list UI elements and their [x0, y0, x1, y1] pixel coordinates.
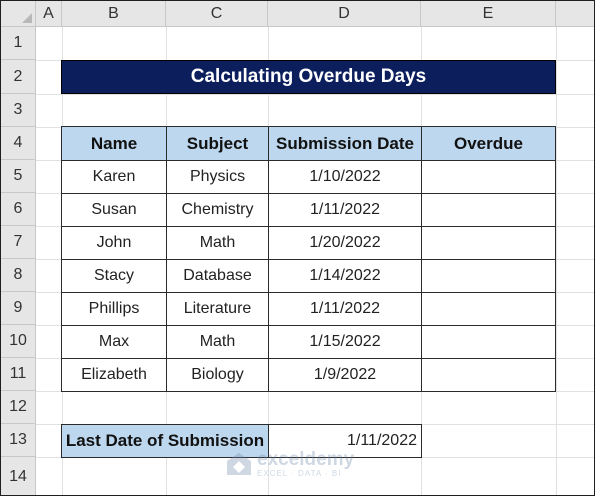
table-cell-overdue[interactable]: [421, 193, 556, 227]
column-header-a[interactable]: A: [36, 1, 62, 27]
table-cell-name[interactable]: Phillips: [61, 292, 167, 326]
exceldemy-watermark: [225, 450, 354, 479]
column-header-c[interactable]: C: [166, 1, 268, 27]
row-header-10[interactable]: 10: [1, 325, 36, 358]
row-header-5[interactable]: 5: [1, 160, 36, 193]
table-cell-name[interactable]: John: [61, 226, 167, 260]
row-header-8[interactable]: 8: [1, 259, 36, 292]
table-header-subject[interactable]: Subject: [166, 126, 269, 161]
table-cell-name[interactable]: Max: [61, 325, 167, 359]
row-header-9[interactable]: 9: [1, 292, 36, 325]
row-header-1[interactable]: 1: [1, 27, 36, 60]
table-cell-overdue[interactable]: [421, 358, 556, 392]
gridline: [36, 94, 595, 95]
table-cell-overdue[interactable]: [421, 325, 556, 359]
table-cell-subject[interactable]: Biology: [166, 358, 269, 392]
table-cell-overdue[interactable]: [421, 160, 556, 194]
table-cell-name[interactable]: Susan: [61, 193, 167, 227]
table-header-name[interactable]: Name: [61, 126, 167, 161]
table-cell-submission-date[interactable]: 1/10/2022: [268, 160, 422, 194]
table-cell-submission-date[interactable]: 1/9/2022: [268, 358, 422, 392]
table-header-overdue[interactable]: Overdue: [421, 126, 556, 161]
row-header-6[interactable]: 6: [1, 193, 36, 226]
select-all-corner[interactable]: [1, 1, 36, 27]
column-header-d[interactable]: D: [268, 1, 421, 27]
last-date-label[interactable]: Last Date of Submission: [61, 424, 269, 458]
table-cell-name[interactable]: Stacy: [61, 259, 167, 293]
row-header-2[interactable]: 2: [1, 60, 36, 94]
table-cell-subject[interactable]: Math: [166, 325, 269, 359]
table-cell-overdue[interactable]: [421, 226, 556, 260]
table-cell-submission-date[interactable]: 1/15/2022: [268, 325, 422, 359]
gridline: [556, 27, 557, 496]
last-date-value[interactable]: 1/11/2022: [268, 424, 422, 458]
exceldemy-logo-icon: [225, 451, 253, 479]
table-cell-overdue[interactable]: [421, 292, 556, 326]
table-cell-submission-date[interactable]: 1/20/2022: [268, 226, 422, 260]
table-cell-submission-date[interactable]: 1/11/2022: [268, 193, 422, 227]
row-header-4[interactable]: 4: [1, 127, 36, 160]
table-cell-subject[interactable]: Math: [166, 226, 269, 260]
row-header-3[interactable]: 3: [1, 94, 36, 127]
table-cell-submission-date[interactable]: 1/11/2022: [268, 292, 422, 326]
select-all-triangle-icon: [22, 13, 32, 23]
table-cell-submission-date[interactable]: 1/14/2022: [268, 259, 422, 293]
table-cell-overdue[interactable]: [421, 259, 556, 293]
column-header-blank[interactable]: [556, 1, 595, 27]
watermark-name: exceldemy: [257, 449, 355, 470]
sheet-title[interactable]: Calculating Overdue Days: [61, 60, 556, 94]
row-header-11[interactable]: 11: [1, 358, 36, 391]
table-cell-subject[interactable]: Literature: [166, 292, 269, 326]
row-header-13[interactable]: 13: [1, 424, 36, 457]
table-cell-name[interactable]: Elizabeth: [61, 358, 167, 392]
table-cell-subject[interactable]: Physics: [166, 160, 269, 194]
watermark-tagline: EXCEL · DATA · BI: [257, 469, 342, 478]
table-cell-subject[interactable]: Chemistry: [166, 193, 269, 227]
row-header-14[interactable]: 14: [1, 457, 36, 496]
column-header-e[interactable]: E: [421, 1, 556, 27]
table-cell-subject[interactable]: Database: [166, 259, 269, 293]
table-header-submission-date[interactable]: Submission Date: [268, 126, 422, 161]
row-header-7[interactable]: 7: [1, 226, 36, 259]
column-header-b[interactable]: B: [62, 1, 166, 27]
table-cell-name[interactable]: Karen: [61, 160, 167, 194]
row-header-12[interactable]: 12: [1, 391, 36, 424]
